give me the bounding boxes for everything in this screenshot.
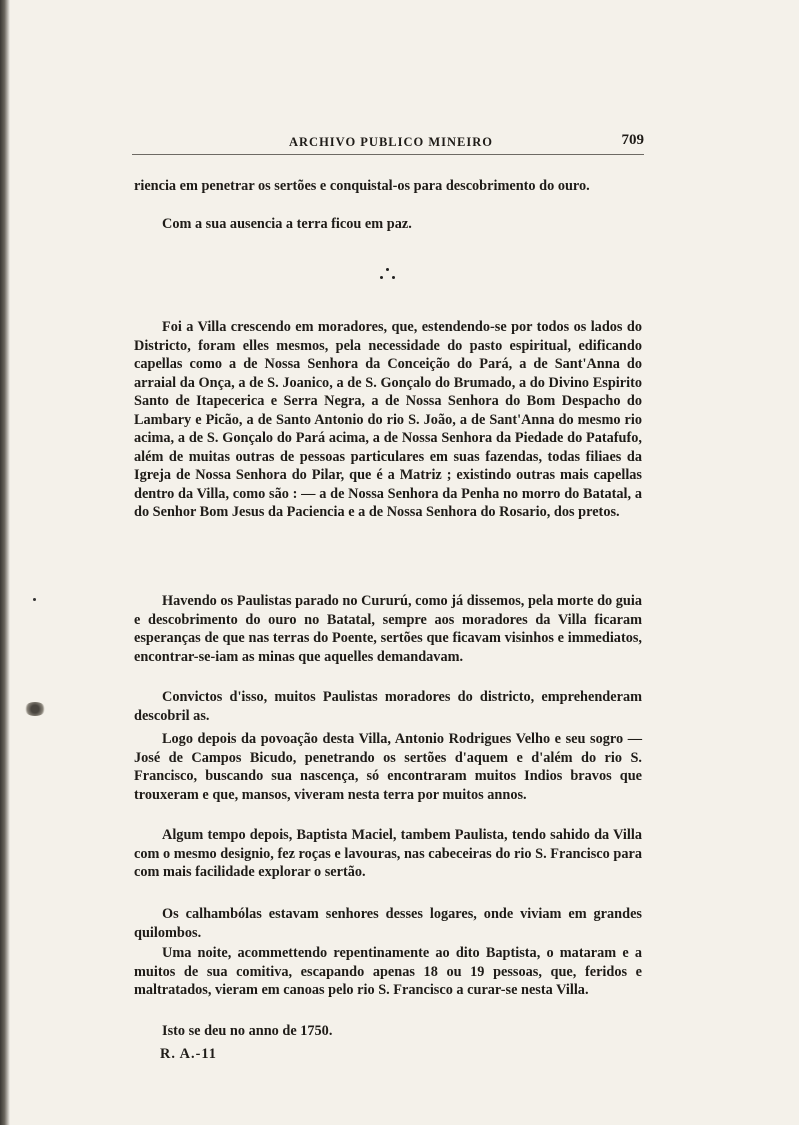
- paragraph-paulistas: Havendo os Paulistas parado no Cururú, como já dissemos, pela morte do guia e descobrimento do ouro no Batatal, sempre aos moradores da Villa ficaram esperanças de que nas terras do Poente, sertões que ficavam visinhos e immediatos, encontrar-se-iam as minas que aquelles demandavam.: [134, 593, 642, 665]
- page-header: [134, 132, 644, 152]
- header-rule: [132, 154, 644, 155]
- running-title: ARCHIVO PUBLICO MINEIRO: [289, 135, 494, 149]
- paragraph-attack: Uma noite, acommettendo repentinamente ao dito Baptista, o mataram e a muitos de sua comitiva, escapando apenas 18 ou 19 pessoas, que, feridos e maltratados, vieram em canoas pelo rio S. Francisco a curar-se nesta Villa.: [134, 945, 642, 998]
- margin-ink-blot: [24, 702, 46, 716]
- paragraph-continuation: riencia em penetrar os sertões e conquistal-os para descobrimento do ouro.: [134, 178, 590, 194]
- paragraph-absence: Com a sua ausencia a terra ficou em paz.: [162, 216, 412, 232]
- paragraph-calhambolas: Os calhambólas estavam senhores desses logares, onde viviam em grandes quilombos.: [134, 906, 642, 941]
- section-break-asterism: [378, 268, 398, 288]
- margin-ink-dot: [33, 598, 36, 601]
- signature-mark: R. A.-11: [160, 1046, 217, 1062]
- paragraph-rodrigues-velho: Logo depois da povoação desta Villa, Antonio Rodrigues Velho e seu sogro — José de Campos Bicudo, penetrando os sertões d'aquem e d'além do rio S. Francisco, buscando sua nascença, só encontraram muitos Indios bravos que trouxeram e que, mansos, viveram nesta terra por muitos annos.: [134, 731, 642, 803]
- paragraph-date: Isto se deu no anno de 1750.: [162, 1023, 333, 1039]
- page-number: 709: [621, 132, 644, 148]
- paragraph-baptista-maciel: Algum tempo depois, Baptista Maciel, tambem Paulista, tendo sahido da Villa com o mesmo designio, fez roças e lavouras, nas cabeceiras do rio S. Francisco para com mais facilidade explorar o sertão.: [134, 827, 642, 880]
- paragraph-chapels: Foi a Villa crescendo em moradores, que, estendendo-se por todos os lados do Districto, foram elles mesmos, pela necessidade do pasto espiritual, edificando capellas como a de Nossa Senhora da Conceição do Pará, a de Sant'Anna do arraial da Onça, a de S. Joanico, a de S. Gonçalo do Brumado, a do Divino Espirito Santo de Itapecerica e Serra Negra, a de Nossa Senhora do Bom Despacho do Lambary e Picão, a de Santo Antonio do rio S. João, a de Sant'Anna do mesmo rio acima, a de S. Gonçalo do Pará acima, a de Nossa Senhora da Piedade do Patafufo, além de muitas outras de pessoas particulares em suas fazendas, todas filiaes da Igreja de Nossa Senhora do Pilar, que é a Matriz ; existindo outras mais capellas dentro da Villa, como são : — a de Nossa Senhora da Penha no morro do Batatal, a do Senhor Bom Jesus da Paciencia e a de Nossa Senhora do Rosario, dos pretos.: [134, 319, 642, 520]
- page-binding-edge: [0, 0, 10, 1125]
- paragraph-convictos: Convictos d'isso, muitos Paulistas moradores do districto, emprehenderam descobril as.: [134, 689, 642, 724]
